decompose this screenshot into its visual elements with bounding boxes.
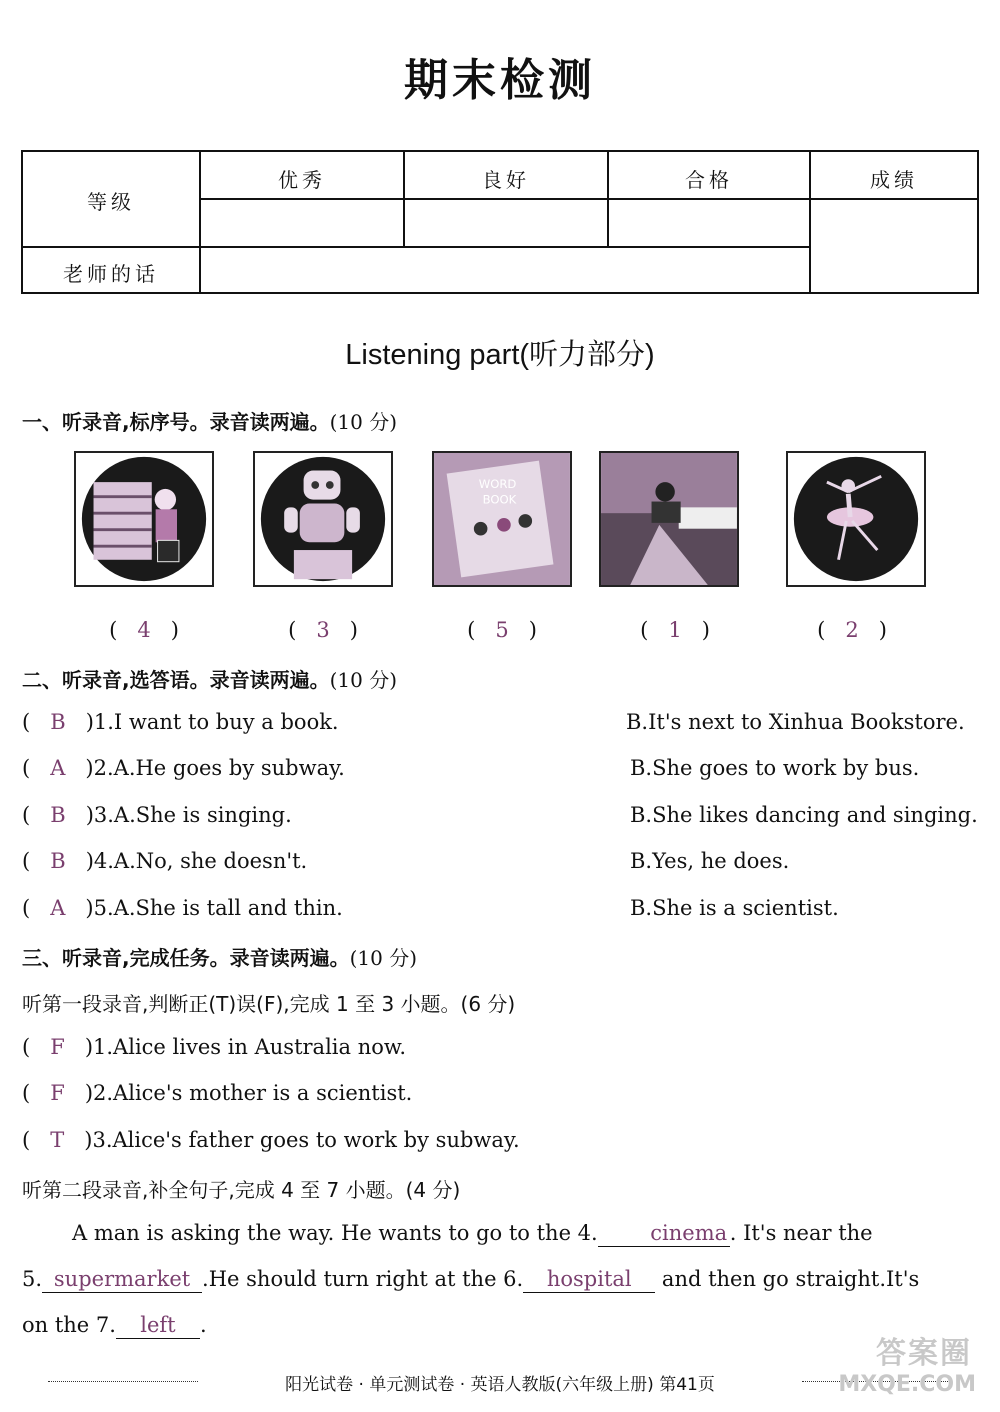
- grade-col-excellent: 优秀: [278, 168, 326, 192]
- teacher-comment-label: 老师的话: [63, 262, 159, 286]
- picture-order-3: ( 5 ): [467, 618, 537, 642]
- part2-option-b-3: B.She likes dancing and singing.: [630, 803, 978, 827]
- word-book-icon: [432, 451, 572, 587]
- passage-line-2: 5. supermarket .He should turn right at the 6. hospital and then go straight.It's: [22, 1267, 920, 1291]
- picture-order-5: ( 2 ): [817, 618, 887, 642]
- robot-icon: [253, 451, 393, 587]
- svg-text:WORD: WORD: [478, 476, 517, 491]
- passage-line-1: A man is asking the way. He wants to go to the 4. cinema . It's near the: [72, 1221, 873, 1245]
- svg-text:BOOK: BOOK: [482, 492, 517, 507]
- grade-table: [21, 150, 979, 294]
- sleeping-person-icon: [599, 451, 739, 587]
- blank-5: supermarket: [42, 1266, 202, 1293]
- grade-col-pass: 合格: [685, 168, 733, 192]
- part3-heading: 三、听录音,完成任务。录音读两遍。(10 分): [22, 946, 418, 970]
- page-title: 期末检测: [404, 55, 596, 106]
- picture-order-2: ( 3 ): [288, 618, 358, 642]
- part2-item-4: ( B )4.A.No, she doesn't.: [22, 849, 308, 873]
- part2-heading: 二、听录音,选答语。录音读两遍。(10 分): [22, 668, 398, 692]
- grade-col-good: 良好: [482, 168, 530, 192]
- blank-4: cinema: [598, 1220, 730, 1247]
- bookstore-shopper-icon: [74, 451, 214, 587]
- part2-item-3: ( B )3.A.She is singing.: [22, 803, 292, 827]
- part2-item-5: ( A )5.A.She is tall and thin.: [22, 896, 343, 920]
- listening-heading: Listening part(听力部分): [345, 339, 655, 371]
- blank-7: left: [116, 1312, 200, 1339]
- part2-item-1: ( B )1.I want to buy a book.: [22, 710, 339, 734]
- part3-sub1: 听第一段录音,判断正(T)误(F),完成 1 至 3 小题。(6 分): [22, 992, 516, 1016]
- picture-order-1: ( 4 ): [109, 618, 179, 642]
- part3-sub2: 听第二段录音,补全句子,完成 4 至 7 小题。(4 分): [22, 1178, 461, 1202]
- part2-option-b-2: B.She goes to work by bus.: [630, 756, 920, 780]
- ballet-dancer-icon: [786, 451, 926, 587]
- score-label: 成绩: [870, 168, 918, 192]
- part2-option-b-4: B.Yes, he does.: [630, 849, 790, 873]
- blank-6: hospital: [523, 1266, 655, 1293]
- tf-item-1: ( F )1.Alice lives in Australia now.: [22, 1035, 407, 1059]
- watermark-url: MXQE.COM: [838, 1372, 976, 1397]
- passage-line-3: on the 7. left .: [22, 1313, 207, 1337]
- page-footer: 阳光试卷 · 单元测试卷 · 英语人教版(六年级上册) 第41页: [285, 1375, 715, 1395]
- tf-item-2: ( F )2.Alice's mother is a scientist.: [22, 1081, 413, 1105]
- watermark-logo: 答案圈: [876, 1336, 972, 1371]
- part2-option-b-5: B.She is a scientist.: [630, 896, 839, 920]
- picture-order-4: ( 1 ): [640, 618, 710, 642]
- grade-row-label: 等级: [87, 190, 135, 214]
- part1-heading: 一、听录音,标序号。录音读两遍。(10 分): [22, 410, 398, 434]
- tf-item-3: ( T )3.Alice's father goes to work by subway.: [22, 1128, 520, 1152]
- part2-option-b-1: B.It's next to Xinhua Bookstore.: [626, 710, 965, 734]
- part2-item-2: ( A )2.A.He goes by subway.: [22, 756, 345, 780]
